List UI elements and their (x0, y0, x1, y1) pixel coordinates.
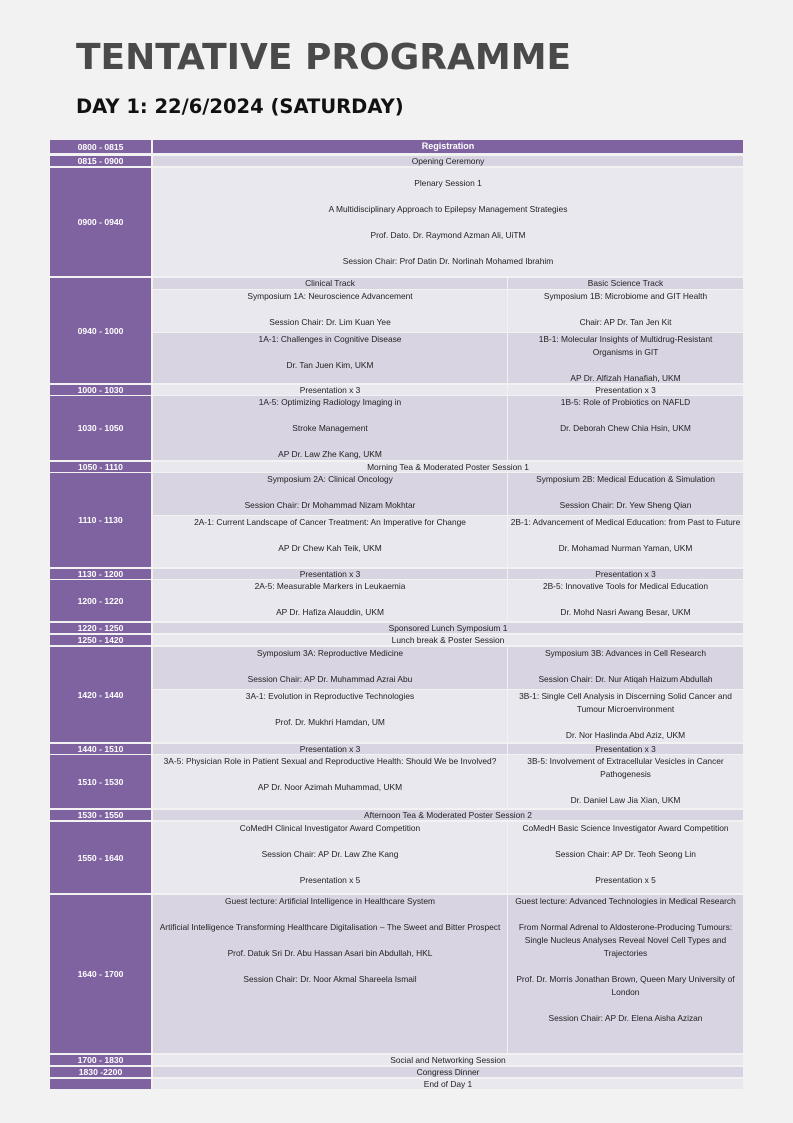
talk-title: 1A-1: Challenges in Cognitive Disease (258, 334, 402, 344)
time-slot: 0940 - 1000 (50, 278, 151, 383)
symposium-title: Symposium 1A: Neuroscience Advancement (247, 291, 413, 301)
speaker: AP Dr. Law Zhe Kang, UKM (278, 449, 382, 459)
time-slot: 1250 - 1420 (50, 635, 151, 645)
symposium-row (50, 473, 743, 515)
end-of-day-cell: End of Day 1 (153, 1079, 743, 1089)
symposium-title: Symposium 1B: Microbiome and GIT Health (543, 291, 708, 301)
table-row (50, 580, 743, 621)
talk-1a-5-cell (153, 396, 507, 460)
talk-2a-1-cell (153, 516, 507, 567)
table-row (50, 396, 743, 460)
talk-3a-5-cell (153, 755, 507, 808)
speaker: Dr. Deborah Chew Chia Hsin, UKM (560, 423, 691, 433)
speaker: AP Dr Chew Kah Teik, UKM (278, 543, 382, 553)
morning-tea-cell: Morning Tea & Moderated Poster Session 1 (153, 462, 743, 472)
symposium-row (50, 290, 743, 332)
clinical-track-header: Clinical Track (153, 278, 507, 289)
talk-3a-1-cell (153, 690, 507, 742)
time-slot: 1440 - 1510 (50, 744, 151, 754)
symposium-title: Symposium 3A: Reproductive Medicine (256, 648, 404, 658)
speaker: Dr. Nor Haslinda Abd Aziz, UKM (565, 730, 686, 740)
presentation-count: Presentation x 5 (595, 875, 656, 885)
guest-lecture-ai-cell (153, 895, 507, 1053)
talk-title-cont: Stroke Management (292, 423, 368, 433)
time-slot: 1130 - 1200 (50, 569, 151, 579)
time-slot: 0800 - 0815 (50, 140, 151, 153)
talk-3b-1-cell (508, 690, 743, 742)
session-chair: Session Chair: Dr. Lim Kuan Yee (269, 317, 391, 327)
session-chair: Session Chair: AP Dr. Elena Aisha Azizan (548, 1013, 703, 1023)
session-chair: Session Chair: Dr. Yew Sheng Qian (559, 500, 692, 510)
time-slot: 1550 - 1640 (50, 822, 151, 893)
time-slot: 1050 - 1110 (50, 462, 151, 472)
presentation-cell: Presentation x 3 (508, 385, 743, 395)
social-networking-cell: Social and Networking Session (153, 1055, 743, 1065)
session-chair: Session Chair: Dr Mohammad Nizam Mokhtar (244, 500, 416, 510)
talk-title: 3B-5: Involvement of Extracellular Vesicles in Cancer Pathogenesis (527, 756, 724, 779)
talk-row (50, 333, 743, 383)
table-row (50, 168, 743, 276)
speaker: Prof. Datuk Sri Dr. Abu Hassan Asari bin Abdullah, HKL (227, 948, 433, 958)
plenary-cell (153, 168, 743, 276)
time-slot: 1510 - 1530 (50, 755, 151, 808)
guest-lecture-research-cell (508, 895, 743, 1053)
registration-cell: Registration (153, 140, 743, 153)
time-slot: 1200 - 1220 (50, 580, 151, 621)
table-row (50, 156, 743, 166)
symposium-title: Symposium 2A: Clinical Oncology (267, 474, 393, 484)
table-row (50, 140, 743, 153)
session-chair: Session Chair: AP Dr. Teoh Seong Lin (555, 849, 696, 859)
talk-title: 2B-5: Innovative Tools for Medical Education (542, 581, 709, 591)
time-slot: 1110 - 1130 (50, 473, 151, 567)
symposium-3a-cell (153, 647, 507, 689)
time-slot: 1640 - 1700 (50, 895, 151, 1053)
talk-row (50, 690, 743, 742)
table-row (50, 810, 743, 820)
presentation-cell: Presentation x 3 (153, 744, 507, 754)
page-title: TENTATIVE PROGRAMME (76, 37, 572, 78)
lunch-break-cell: Lunch break & Poster Session (153, 635, 743, 645)
presentation-cell: Presentation x 3 (508, 569, 743, 579)
table-row (50, 1055, 743, 1065)
speaker: Prof. Dr. Mukhri Hamdan, UM (275, 717, 385, 727)
time-slot: 1530 - 1550 (50, 810, 151, 820)
talk-1b-1-cell (508, 333, 743, 383)
session-chair: Session Chair: Dr. Noor Akmal Shareela Ismail (243, 974, 417, 984)
basic-science-award-cell (508, 822, 743, 893)
table-row (50, 895, 743, 1053)
speaker: Prof. Dr. Morris Jonathan Brown, Queen Mary University of London (516, 974, 735, 997)
talk-title: 3B-1: Single Cell Analysis in Discerning Solid Cancer and Tumour Microenvironment (519, 691, 732, 714)
time-slot: 0900 - 0940 (50, 168, 151, 276)
speaker: Dr. Tan Juen Kim, UKM (286, 360, 374, 370)
table-row (50, 755, 743, 808)
table-row (50, 462, 743, 472)
presentation-cell: Presentation x 3 (153, 569, 507, 579)
symposium-2b-cell (508, 473, 743, 515)
time-slot: 1420 - 1440 (50, 647, 151, 742)
table-row (50, 569, 743, 579)
talk-1b-5-cell (508, 396, 743, 460)
sponsored-lunch-cell: Sponsored Lunch Symposium 1 (153, 623, 743, 633)
time-slot: 0815 - 0900 (50, 156, 151, 166)
symposium-2a-cell (153, 473, 507, 515)
session-chair: Session Chair: Dr. Nur Atiqah Haizum Abdullah (538, 674, 713, 684)
table-row (50, 744, 743, 754)
table-row (50, 822, 743, 893)
table-row (50, 385, 743, 395)
talk-title: 3A-5: Physician Role in Patient Sexual and Reproductive Health: Should We be Involved? (163, 756, 497, 766)
presentation-cell: Presentation x 3 (153, 385, 507, 395)
talk-2b-5-cell (508, 580, 743, 621)
table-row (50, 1067, 743, 1077)
plenary-speaker: Prof. Dato. Dr. Raymond Azman Ali, UiTM (370, 230, 526, 240)
time-slot: 1830 -2200 (50, 1067, 151, 1077)
session-chair: Chair: AP Dr. Tan Jen Kit (579, 317, 672, 327)
basic-science-track-header: Basic Science Track (508, 278, 743, 289)
symposium-row (50, 647, 743, 689)
time-slot: 1000 - 1030 (50, 385, 151, 395)
presentation-count: Presentation x 5 (299, 875, 361, 885)
congress-dinner-cell: Congress Dinner (153, 1067, 743, 1077)
speaker: AP Dr. Hafiza Alauddin, UKM (276, 607, 384, 617)
talk-1a-1-cell (153, 333, 507, 383)
plenary-topic: A Multidisciplinary Approach to Epilepsy Management Strategies (328, 204, 568, 214)
talk-title: 2B-1: Advancement of Medical Education: from Past to Future (510, 517, 741, 527)
table-row (50, 635, 743, 645)
talk-row (50, 516, 743, 567)
talk-title: 2A-5: Measurable Markers in Leukaemia (254, 581, 406, 591)
speaker: Dr. Mohd Nasri Awang Besar, UKM (560, 607, 691, 617)
time-slot: 1700 - 1830 (50, 1055, 151, 1065)
speaker: AP Dr. Alfizah Hanafiah, UKM (570, 373, 681, 383)
talk-title: 1A-5: Optimizing Radiology Imaging in (258, 397, 402, 407)
presentation-cell: Presentation x 3 (508, 744, 743, 754)
symposium-title: Symposium 2B: Medical Education & Simulation (536, 474, 715, 484)
plenary-title: Plenary Session 1 (414, 178, 482, 188)
talk-title: 3A-1: Evolution in Reproductive Technologies (245, 691, 415, 701)
time-slot: 1030 - 1050 (50, 396, 151, 460)
talk-title: 1B-5: Role of Probiotics on NAFLD (560, 397, 691, 407)
afternoon-tea-cell: Afternoon Tea & Moderated Poster Session 2 (153, 810, 743, 820)
table-row (50, 623, 743, 633)
symposium-title: Symposium 3B: Advances in Cell Research (544, 648, 707, 658)
speaker: Dr. Mohamad Nurman Yaman, UKM (558, 543, 693, 553)
speaker: AP Dr. Noor Azimah Muhammad, UKM (257, 782, 403, 792)
clinical-award-cell (153, 822, 507, 893)
opening-ceremony-cell: Opening Ceremony (153, 156, 743, 166)
lecture-topic: From Normal Adrenal to Aldosterone-Producing Tumours: Single Nucleus Analyses Reveal Novel Cell Types and Trajectories (518, 922, 733, 958)
talk-3b-5-cell (508, 755, 743, 808)
symposium-1b-cell (508, 290, 743, 332)
talk-2b-1-cell (508, 516, 743, 567)
time-slot (50, 1079, 151, 1089)
symposium-1a-cell (153, 290, 507, 332)
competition-title: CoMedH Basic Science Investigator Award Competition (522, 823, 729, 833)
time-slot: 1220 - 1250 (50, 623, 151, 633)
track-header-row (50, 278, 743, 289)
lecture-topic: Artificial Intelligence Transforming Healthcare Digitalisation – The Sweet and Bitter Prospect (159, 922, 501, 932)
session-chair: Session Chair: AP Dr. Law Zhe Kang (261, 849, 399, 859)
table-row (50, 1079, 743, 1089)
symposium-3b-cell (508, 647, 743, 689)
session-chair: Session Chair: AP Dr. Muhammad Azrai Abu (247, 674, 413, 684)
talk-2a-5-cell (153, 580, 507, 621)
speaker: Dr. Daniel Law Jia Xian, UKM (570, 795, 681, 805)
guest-lecture-title: Guest lecture: Artificial Intelligence in Healthcare System (225, 896, 435, 906)
plenary-chair: Session Chair: Prof Datin Dr. Norlinah Mohamed Ibrahim (342, 256, 554, 266)
guest-lecture-title: Guest lecture: Advanced Technologies in Medical Research (515, 896, 736, 906)
talk-title: 1B-1: Molecular Insights of Multidrug-Resistant Organisms in GIT (538, 334, 713, 357)
day-heading: DAY 1: 22/6/2024 (SATURDAY) (76, 95, 404, 118)
competition-title: CoMedH Clinical Investigator Award Competition (239, 823, 421, 833)
talk-title: 2A-1: Current Landscape of Cancer Treatment: An Imperative for Change (194, 517, 466, 527)
